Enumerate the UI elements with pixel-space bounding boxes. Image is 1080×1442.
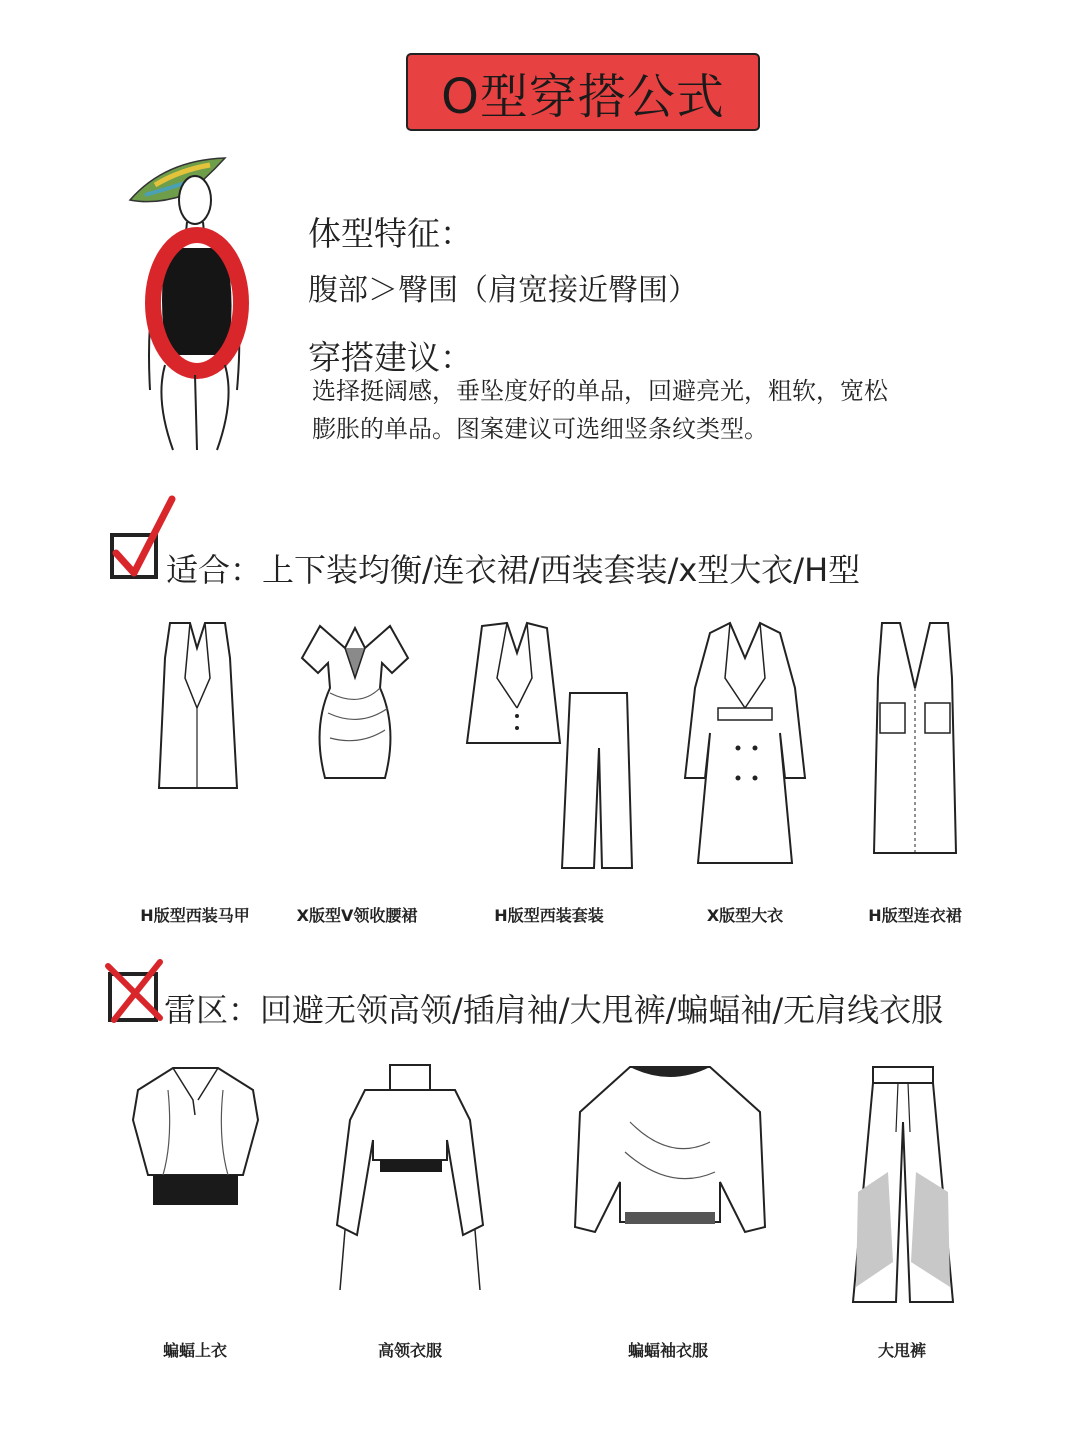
suit-set-sketch (462, 618, 637, 873)
wide-pants-sketch (848, 1062, 958, 1307)
suitable-caption-4: X版型大衣 (706, 906, 784, 925)
h-dress-sketch (870, 618, 960, 858)
advice-heading: 穿搭建议： (308, 338, 473, 377)
suitable-caption-1: H版型西装马甲 (140, 906, 250, 925)
suitable-label: 适合：上下装均衡/连衣裙/西装套装/x型大衣/H型 (166, 551, 861, 589)
advice-line-2: 膨胀的单品。图案建议可选细竖条纹类型。 (312, 415, 768, 443)
suitable-caption-2: X版型V领收腰裙 (296, 906, 418, 925)
suitable-caption-3: H版型西装套装 (494, 906, 604, 925)
body-figure-illustration (125, 150, 255, 450)
batwing-sleeve-top-sketch (570, 1062, 770, 1242)
page-title: O型穿搭公式 (406, 53, 760, 131)
batwing-top-sketch (128, 1060, 263, 1205)
avoid-caption-1: 蝙蝠上衣 (162, 1341, 227, 1360)
avoid-caption-3: 蝙蝠袖衣服 (627, 1341, 708, 1360)
avoid-label: 雷区：回避无领高领/插肩袖/大甩裤/蝙蝠袖/无肩线衣服 (164, 991, 944, 1029)
avoid-caption-4: 大甩裤 (877, 1341, 926, 1360)
v-neck-dress-sketch (300, 618, 410, 783)
x-coat-sketch (680, 618, 810, 868)
avoid-caption-2: 高领衣服 (377, 1341, 442, 1360)
suitable-caption-5: H版型连衣裙 (868, 906, 962, 925)
cross-mark-icon (104, 958, 170, 1024)
advice-line-1: 选择挺阔感，垂坠度好的单品，回避亮光，粗软，宽松 (312, 377, 888, 405)
vest-sketch (155, 618, 240, 793)
body-type-description: 腹部＞臀围（肩宽接近臀围） (308, 273, 698, 308)
body-type-heading: 体型特征： (308, 214, 473, 253)
high-neck-sweater-sketch (335, 1060, 485, 1295)
